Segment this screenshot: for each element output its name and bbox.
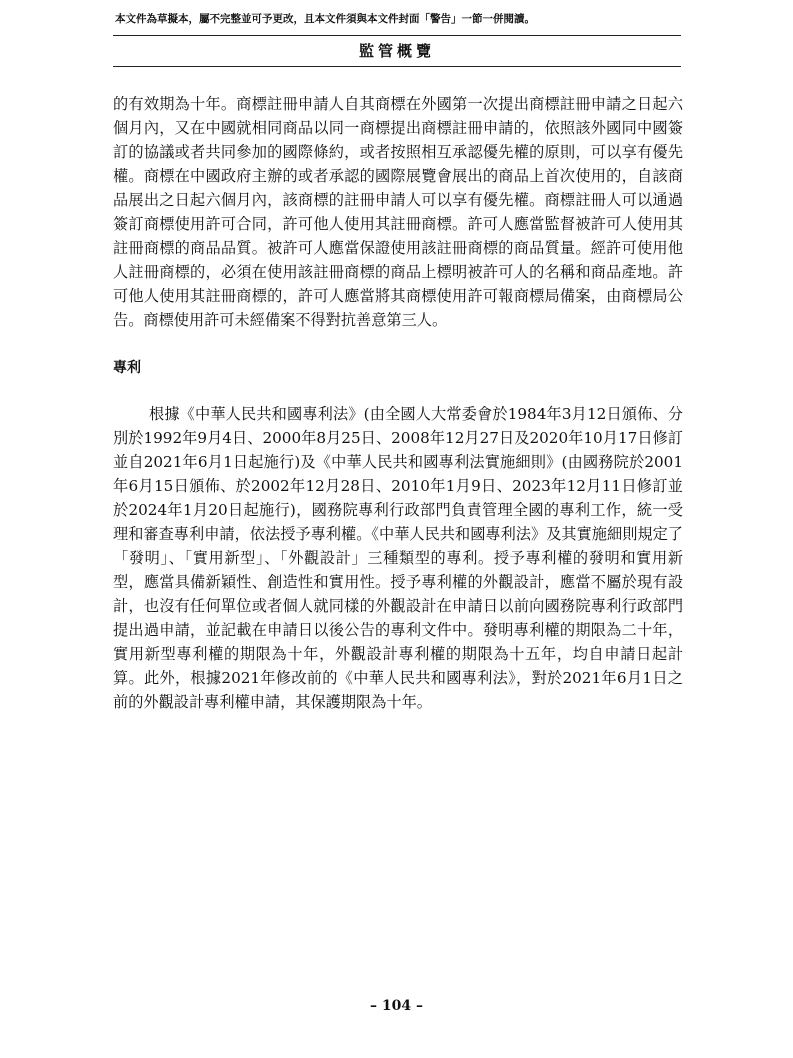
header-bottom-rule <box>113 66 681 67</box>
patent-paragraph: 根據《中華人民共和國專利法》(由全國人大常委會於1984年3月12日頒佈、分別於1992年9月4日、2000年8月25日、2008年12月27日及2020年10月17日修訂並自2021年6月1日起施行)及《中華人民共和國專利法實施細則》(由國務院於2001年6月15日頒佈、於2002年12月28日、2010年1月9日、2023年12月11日修訂並於2024年1月20日起施行)，國務院專利行政部門負責管理全國的專利工作，統一受理和審查專利申請，依法授予專利權。《中華人民共和國專利法》及其實施細則規定了「發明」、「實用新型」、「外觀設計」三種類型的專利。授予專利權的發明和實用新型，應當具備新穎性、創造性和實用性。授予專利權的外觀設計，應當不屬於現有設計，也沒有任何單位或者個人就同樣的外觀設計在申請日以前向國務院專利行政部門提出過申請，並記載在申請日以後公告的專利文件中。發明專利權的期限為二十年，實用新型專利權的期限為十年，外觀設計專利權的期限為十五年，均自申請日起計算。此外，根據2021年修改前的《中華人民共和國專利法》，對於2021年6月1日之前的外觀設計專利權申請，其保護期限為十年。 <box>113 405 683 711</box>
header-top-rule <box>113 35 681 36</box>
page-number: – 104 – <box>370 998 423 1014</box>
section-title: 監管概覽 <box>358 42 435 60</box>
trademark-paragraph: 的有效期為十年。商標註冊申請人自其商標在外國第一次提出商標註冊申請之日起六個月內，又在中國就相同商品以同一商標提出商標註冊申請的，依照該外國同中國簽訂的協議或者共同參加的國際條約，或者按照相互承認優先權的原則，可以享有優先權。商標在中國政府主辦的或者承認的國際展覽會展出的商品上首次使用的，自該商品展出之日起六個月內，該商標的註冊申請人可以享有優先權。商標註冊人可以通過簽訂商標使用許可合同，許可他人使用其註冊商標。許可人應當監督被許可人使用其註冊商標的商品品質。被許可人應當保證使用該註冊商標的商品質量。經許可使用他人註冊商標的，必須在使用該註冊商標的商品上標明被許可人的名稱和商品產地。許可他人使用其註冊商標的，許可人應當將其商標使用許可報商標局備案，由商標局公告。商標使用許可未經備案不得對抗善意第三人。 <box>113 95 683 329</box>
patent-heading: 專利 <box>113 360 141 376</box>
draft-disclaimer: 本文件為草擬本，屬不完整並可予更改，且本文件須與本文件封面「警告」一節一併閱讀。 <box>115 13 535 25</box>
